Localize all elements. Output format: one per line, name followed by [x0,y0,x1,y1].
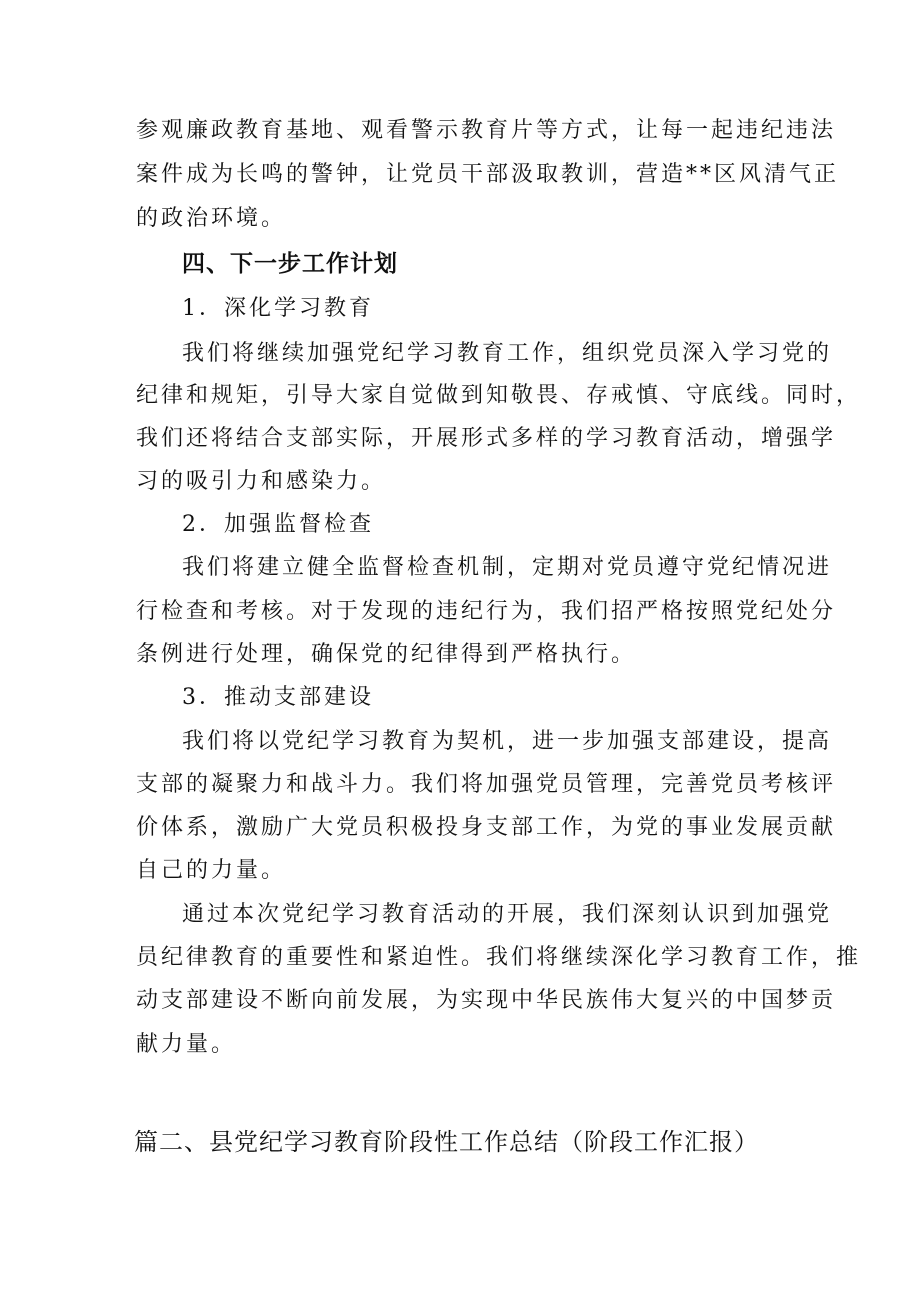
conclusion-line-2: 员纪律教育的重要性和紧迫性。我们将继续深化学习教育工作，推 [136,945,862,970]
item-3-line-3: 价体系，激励广大党员积极投身支部工作，为党的事业发展贡献 [136,815,837,840]
conclusion-line-1: 通过本次党纪学习教育活动的开展，我们深刻认识到加强党 [182,902,833,927]
item-2-line-2: 行检查和考核。对于发现的违纪行为，我们招严格按照党纪处分 [136,599,837,624]
item-3-line-2: 支部的凝聚力和战斗力。我们将加强党员管理，完善党员考核评 [136,772,837,797]
item-1-title: 1．深化学习教育 [182,296,374,321]
item-3-title: 3．推动支部建设 [182,685,374,710]
conclusion-line-3: 动支部建设不断向前发展，为实现中华民族伟大复兴的中国梦贡 [136,988,837,1013]
item-1-line-3: 我们还将结合支部实际，开展形式多样的学习教育活动，增强学 [136,426,837,451]
item-3-line-1: 我们将以党纪学习教育为契机，进一步加强支部建设，提高 [182,729,833,754]
section-heading: 四、下一步工作计划 [182,251,398,277]
item-1-line-1: 我们将继续加强党纪学习教育工作，组织党员深入学习党的 [182,341,833,366]
item-1-line-4: 习的吸引力和感染力。 [136,469,387,494]
item-2-line-1: 我们将建立健全监督检查机制，定期对党员遵守党纪情况进 [182,555,833,580]
item-2-title: 2．加强监督检查 [182,512,374,537]
intro-line-2: 案件成为长鸣的警钟，让党员干部汲取教训，营造**区风清气正 [136,162,840,187]
intro-line-3: 的政治环境。 [136,206,287,231]
item-2-line-3: 条例进行处理，确保党的纪律得到严格执行。 [136,642,637,667]
conclusion-line-4: 献力量。 [136,1032,237,1057]
intro-line-1: 参观廉政教育基地、观看警示教育片等方式，让每一起违纪违法 [136,118,837,143]
item-3-line-4: 自己的力量。 [136,858,287,883]
next-article-title: 篇二、县党纪学习教育阶段性工作总结（阶段工作汇报） [134,1128,759,1156]
item-1-line-2: 纪律和规矩，引导大家自觉做到知敬畏、存戒慎、守底线。同时， [136,383,862,408]
